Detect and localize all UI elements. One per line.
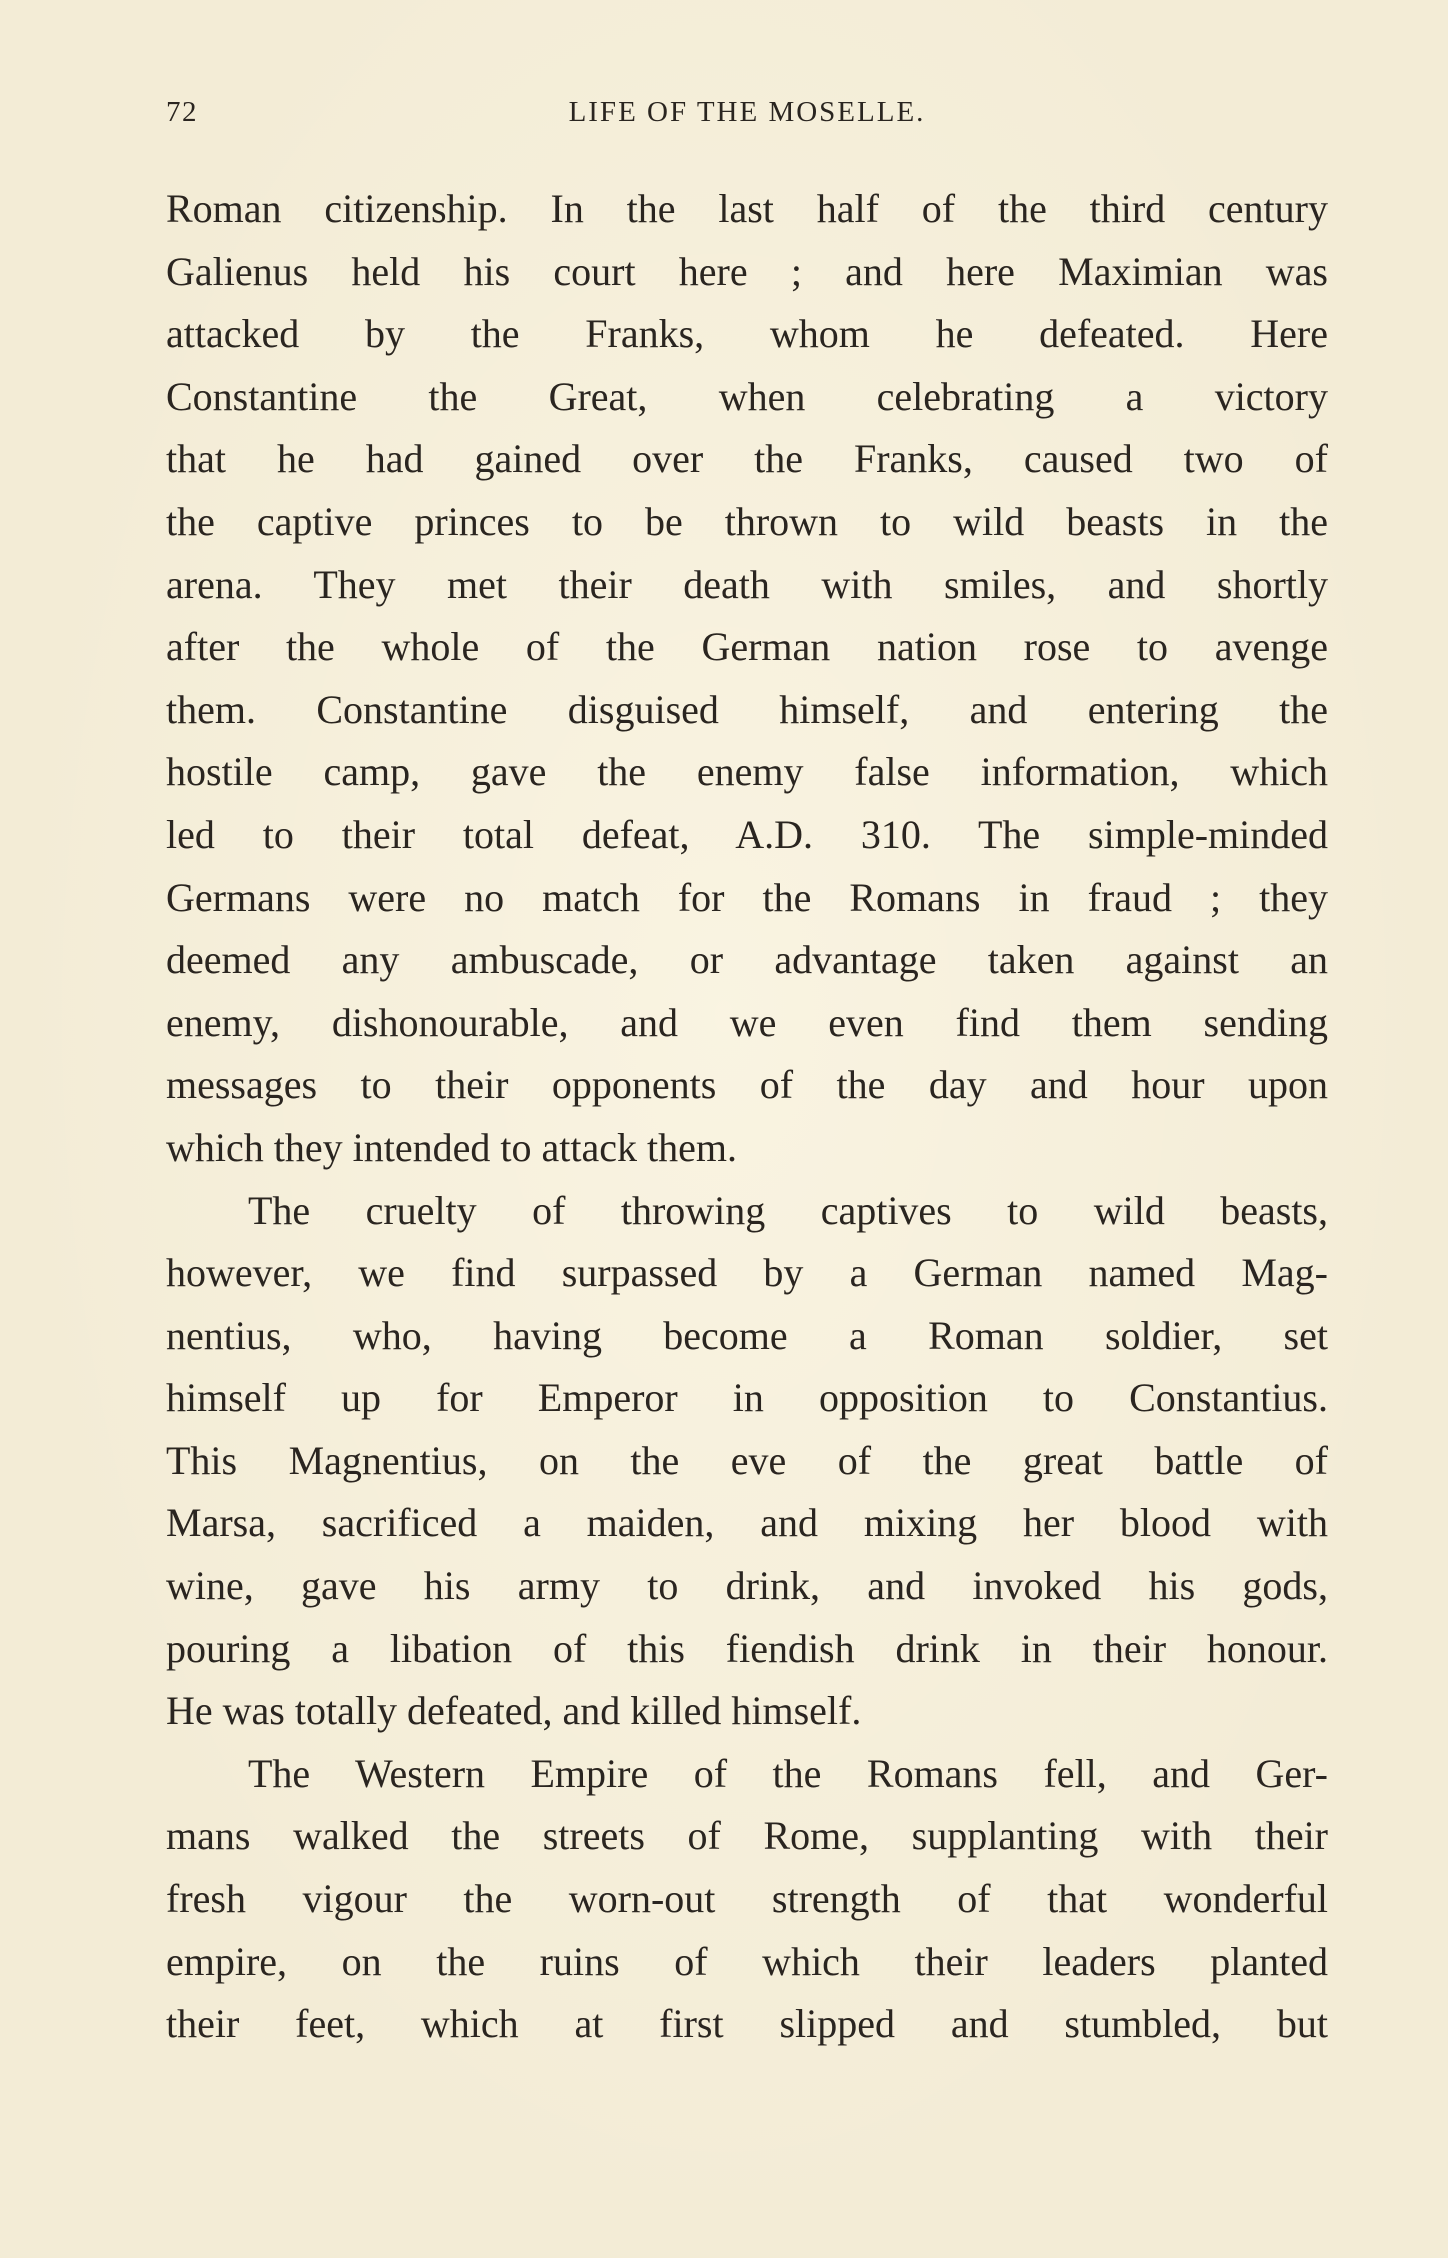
- text-line: arena. They met their death with smiles, and shortly: [166, 561, 1328, 607]
- page-number: 72: [166, 96, 198, 128]
- text-line: He was totally defeated, and killed himself.: [166, 1688, 862, 1734]
- text-line: The cruelty of throwing captives to wild beasts,: [248, 1187, 1328, 1233]
- paragraph-1: [166, 178, 1328, 1180]
- text-line: Constantine the Great, when celebrating a victory: [166, 373, 1328, 419]
- text-line: empire, on the ruins of which their leaders planted: [166, 1938, 1328, 1984]
- text-line: deemed any ambuscade, or advantage taken against an: [166, 937, 1328, 983]
- text-line: himself up for Emperor in opposition to Constantius.: [166, 1375, 1328, 1421]
- text-line: Galienus held his court here ; and here Maximian was: [166, 248, 1328, 294]
- paragraph-2: [166, 1180, 1328, 1743]
- text-line: The Western Empire of the Romans fell, and Ger-: [248, 1750, 1328, 1796]
- text-line: pouring a libation of this fiendish drink in their honour.: [166, 1625, 1328, 1671]
- text-line: Marsa, sacrificed a maiden, and mixing her blood with: [166, 1500, 1328, 1546]
- text-line: after the whole of the German nation rose to avenge: [166, 624, 1328, 670]
- body-text: [166, 178, 1328, 2056]
- text-line: led to their total defeat, A.D. 310. The simple-minded: [166, 811, 1328, 857]
- text-line: attacked by the Franks, whom he defeated. Here: [166, 311, 1328, 357]
- text-line: mans walked the streets of Rome, supplanting with their: [166, 1813, 1328, 1859]
- text-line: Roman citizenship. In the last half of the third century: [166, 186, 1328, 231]
- text-line: which they intended to attack them.: [166, 1124, 737, 1170]
- text-line: hostile camp, gave the enemy false information, which: [166, 749, 1328, 795]
- paragraph-3: [166, 1743, 1328, 2056]
- running-title: LIFE OF THE MOSELLE.: [568, 96, 926, 128]
- text-line: wine, gave his army to drink, and invoked his gods,: [166, 1563, 1328, 1609]
- text-line: them. Constantine disguised himself, and entering the: [166, 686, 1328, 732]
- page-header: [166, 96, 1328, 142]
- text-line: however, we find surpassed by a German named Mag-: [166, 1250, 1328, 1296]
- text-line: fresh vigour the worn-out strength of that wonderful: [166, 1876, 1328, 1922]
- text-line: that he had gained over the Franks, caused two of: [166, 436, 1328, 482]
- text-line: This Magnentius, on the eve of the great battle of: [166, 1437, 1328, 1483]
- text-line: enemy, dishonourable, and we even find them sending: [166, 999, 1328, 1045]
- text-line: the captive princes to be thrown to wild beasts in the: [166, 498, 1328, 544]
- text-line: messages to their opponents of the day and hour upon: [166, 1062, 1328, 1108]
- text-line: nentius, who, having become a Roman soldier, set: [166, 1312, 1328, 1358]
- text-line: Germans were no match for the Romans in fraud ; they: [166, 874, 1328, 920]
- text-line: their feet, which at first slipped and stumbled, but: [166, 2001, 1328, 2047]
